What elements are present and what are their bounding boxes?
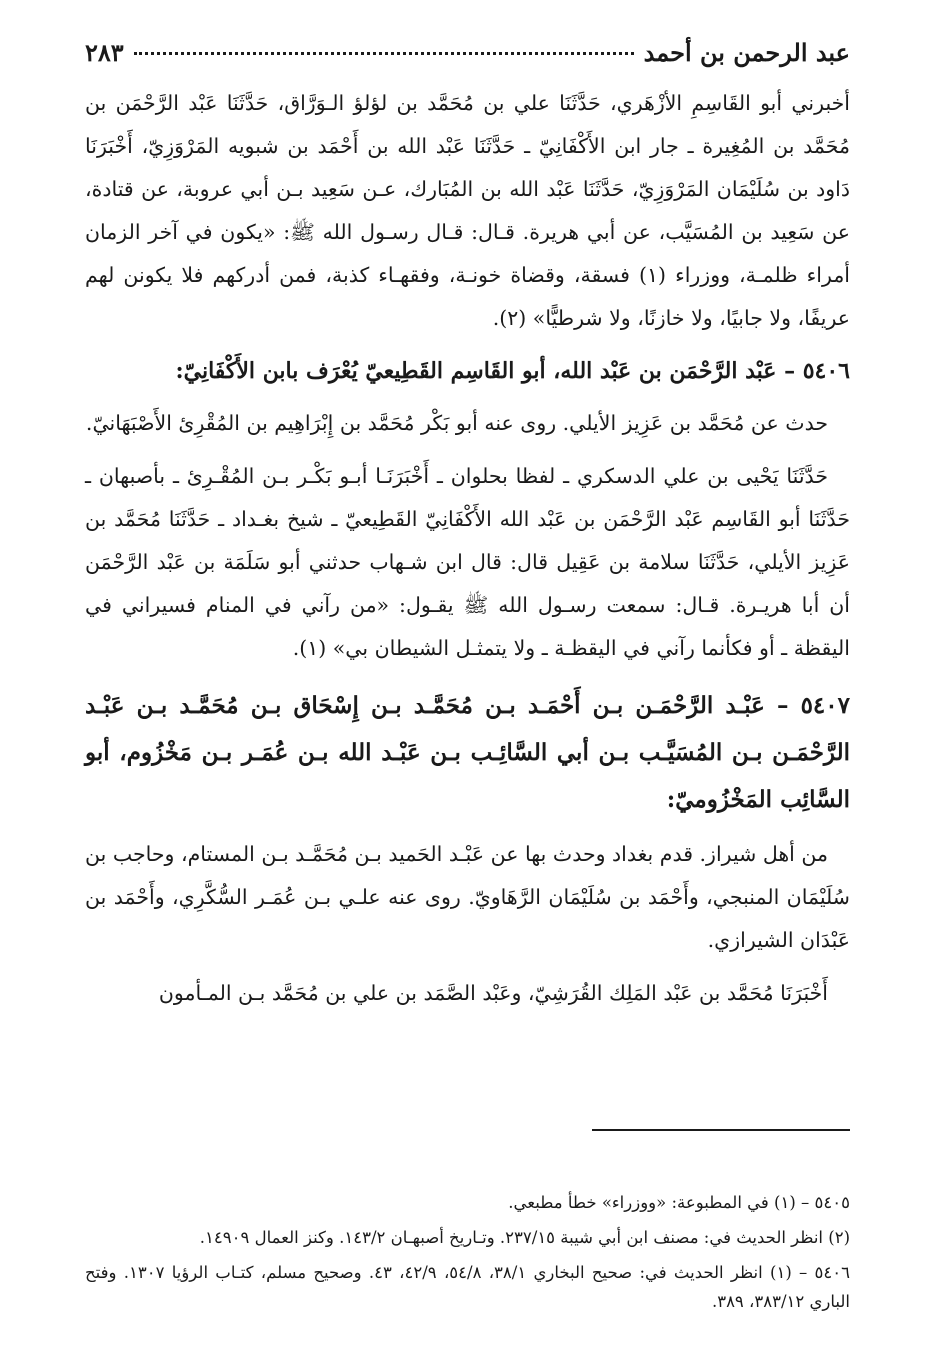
- dotted-leader: [134, 52, 634, 55]
- footnote-5405-1: ٥٤٠٥ – (١) في المطبوعة: «ووزراء» خطأ مطبعي.: [508, 1193, 850, 1212]
- footnote-separator: [592, 1129, 850, 1131]
- footnotes: [85, 1188, 850, 1322]
- footnote-5406-1: ٥٤٠٦ – (١) انظر الحديث في: صحيح البخاري ٣٨/١، ٥٤/٨، ٤٢/٩، ٤٣. وصحيح مسلم، كتـاب الرؤيا ١٣٠٧. وفتح الباري ٣٨٣/١٢، ٣٨٩.: [85, 1263, 850, 1311]
- book-page: [85, 38, 850, 1311]
- footnote-5405-2: (٢) انظر الحديث في: مصنف ابن أبي شيبة ٢٣٧/١٥. وتـاريخ أصبهـان ١٤٣/٢. وكنز العمال ١٤٩٠٩.: [199, 1228, 850, 1247]
- running-header-title: عبد الرحمن بن أحمد: [643, 38, 850, 67]
- entry-heading-5406: ٥٤٠٦ – عَبْد الرَّحْمَن بن عَبْد الله، أبو القَاسِم القَطِيعيّ يُعْرَف بابن الأَكْفَانِيّ:: [175, 358, 850, 384]
- biography-paragraph-5407: من أهل شيراز. قدم بغداد وحدث بها عن عَبْـد الحَميد بـن مُحَمَّـد بـن المستام، وحاجب بن سُلَيْمَان المنبجي، وأَحْمَد بن سُلَيْمَان الرَّهَاويّ. روى عنه علـي بـن عُمَـر السُّكَّرِي، وأَحْمَد بن عَبْدَان الشيرازي.: [85, 842, 850, 952]
- entry-heading-5407: ٥٤٠٧ – عَبْـد الرَّحْمَـن بـن أَحْمَـد بـن مُحَمَّـد بـن إِسْحَاق بـن مُحَمَّـد بـن عَبْـد الرَّحْمَـن بـن المُسَيَّـب بـن أبي السَّائِـب بـن عَبْـد الله بـن عُمَـر بـن مَخْزُوم، أبو السَّائِب المَخْزُوميّ:: [85, 692, 850, 813]
- isnad-paragraph-5407: أَخْبَرَنَا مُحَمَّد بن عَبْد المَلِك القُرَشِيّ، وعَبْد الصَّمَد بن علي بن مُحَمَّد بـن المـأمون: [158, 981, 828, 1005]
- running-header: [85, 38, 850, 82]
- hadith-paragraph-5405: أخبرني أبو القَاسِمِ الأزْهَري، حَدَّثَنَا علي بن مُحَمَّد بن لؤلؤ الـوَرَّاق، حَدَّثَنَا عَبْد الرَّحْمَن بن مُحَمَّد بن المُغِيرة ـ جار ابن الأَكْفَانِيّ ـ حَدَّثَنَا عَبْد الله بن أَحْمَد بن شبويه المَرْوَزِيّ، أَخْبَرَنَا دَاود بن سُلَيْمَان المَرْوَزِيّ، حَدَّثَنَا عَبْد الله بن المُبَارك، عـن سَعِيد بـن أبي عروبة، عن قتادة، عن سَعِيد بن المُسَيَّب، عن أبي هريرة. قـال: قـال رسـول الله ﷺ: «يكون في آخر الزمان أمراء ظلمـة، ووزراء (١) فسقة، وقضاة خونـة، وفقهـاء كذبة، فمن أدركهم فلا يكونن لهم عريفًا، ولا جابيًا، ولا خازنًا، ولا شرطيًّا» (٢).: [85, 91, 850, 330]
- page-number: ٢٨٣: [85, 38, 124, 67]
- hadith-paragraph-5406: حَدَّثَنَا يَحْيى بن علي الدسكري ـ لفظا بحلوان ـ أَخْبَرَنَـا أبـو بَكْـر بـن المُقْـرِئ ـ بأصبهان ـ حَدَّثَنَا أبو القَاسِم عَبْد الرَّحْمَن بن عَبْد الله الأَكْفَانِيّ القَطِيعيّ ـ شيخ بغـداد ـ حَدَّثَنَا مُحَمَّد بن عَزِيز الأيلي، حَدَّثَنَا سلامة بن عَقِيل قال: قال ابن شـهاب حدثني أبو سَلَمَة بن عَبْد الرَّحْمَن أن أبا هريـرة. قـال: سمعت رسـول الله ﷺ يقـول: «من رآني في المنام فسيراني في اليقظة ـ أو فكأنما رآني في اليقظـة ـ ولا يتمثـل الشيطان بي» (١).: [85, 464, 850, 660]
- biography-paragraph-5406: حدث عن مُحَمَّد بن عَزِيز الأيلي. روى عنه أبو بَكْر مُحَمَّد بن إِبْرَاهِيم بن المُقْرِئ الأَصْبَهَانيّ.: [85, 411, 828, 435]
